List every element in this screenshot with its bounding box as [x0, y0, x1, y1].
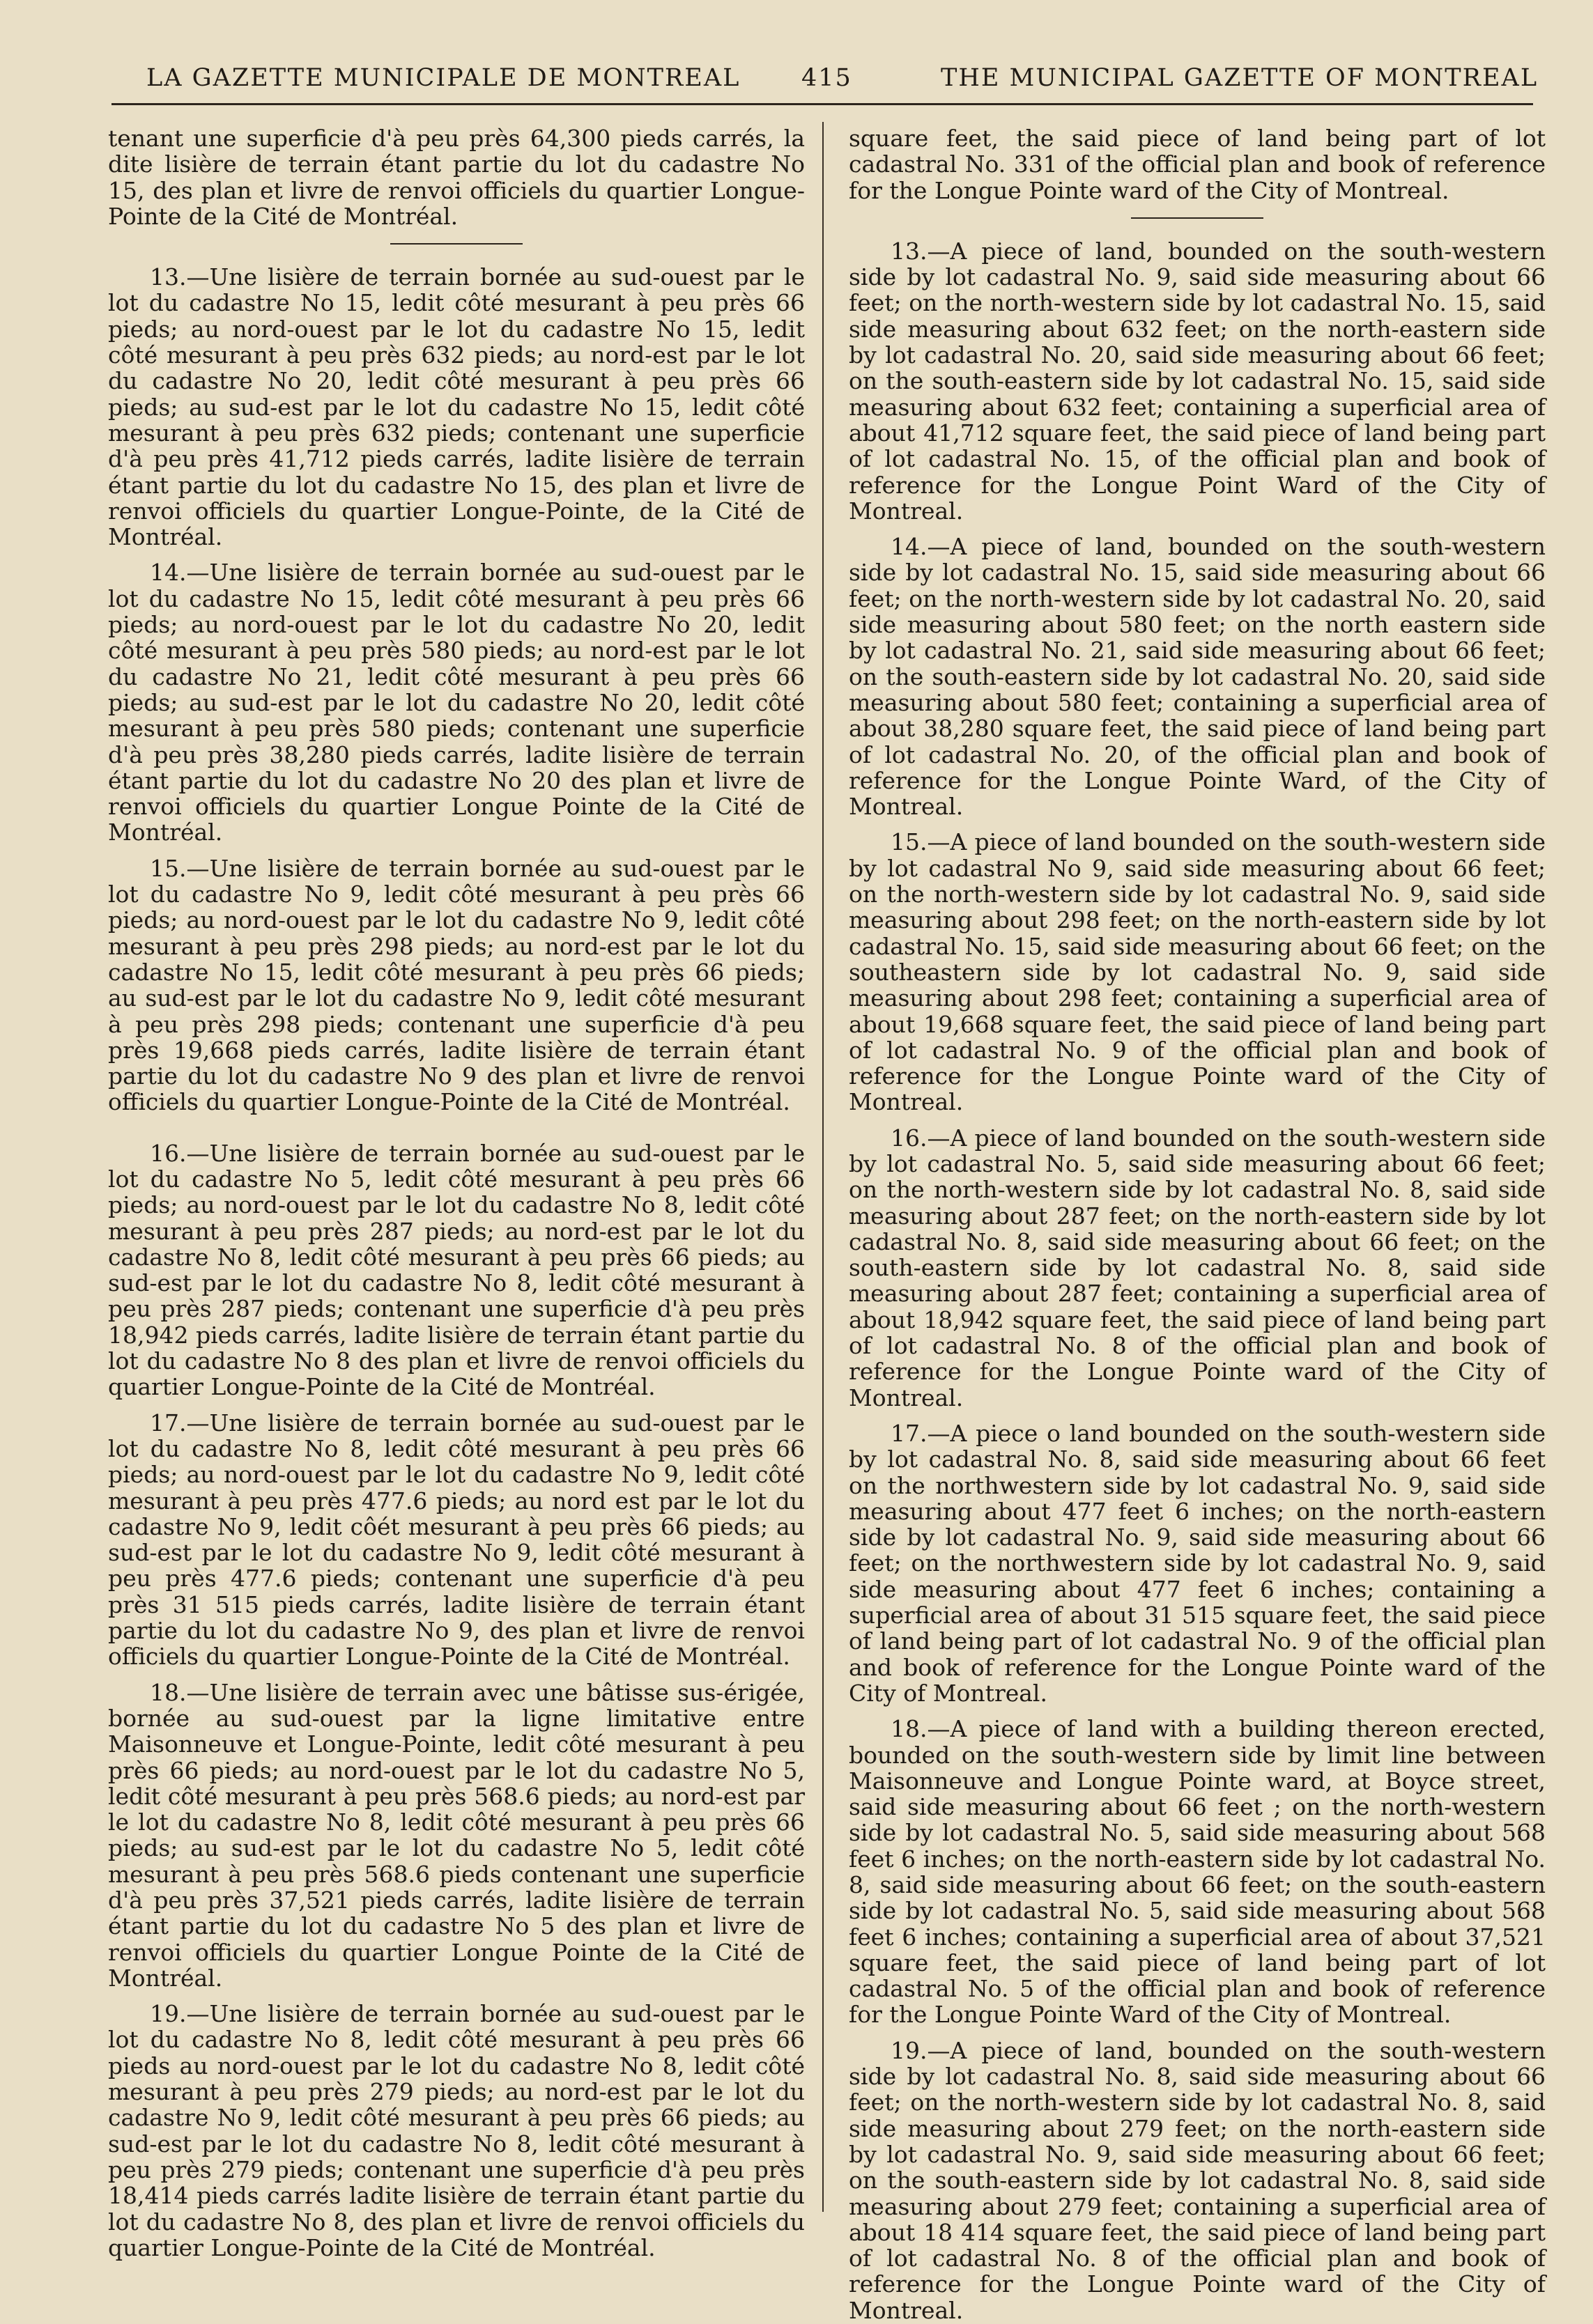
column-divider [822, 122, 824, 2212]
english-item-13: 13.—A piece of land, bounded on the south-western side by lot cadastral No. 9, said side measuring about 66 feet; on the north-western side by lot cadastral No. 15, said side measuring about 632 feet; on the north-eastern side by lot cadastral No. 20, said side measuring about 66 feet; on the south-eastern side by lot cadastral No. 15, said side measuring about 632 feet; containing a superficial area of about 41,712 square feet, the said piece of land being part of lot cadastral No. 15, of the official plan and book of reference for the Longue Point Ward of the City of Montreal. [849, 237, 1546, 525]
english-item-19: 19.—A piece of land, bounded on the south-western side by lot cadastral No. 8, said side measuring about 66 feet; on the north-western side by lot cadastral No. 8, said side measuring about 279 feet; on the north-eastern side by lot cadastral No. 9, said side measuring about 66 feet; on the south-eastern side by lot cadastral No. 8, said side measuring about 279 feet; containing a superficial area of about 18 414 square feet, the said piece of land being part of lot cadastral No. 8 of the official plan and book of reference for the Longue Pointe ward of the City of Montreal. [849, 2036, 1546, 2324]
english-item-16: 16.—A piece of land bounded on the south-western side by lot cadastral No. 5, said side measuring about 66 feet; on the north-western side by lot cadastral No. 8, said side measuring about 287 feet; on the north-eastern side by lot cadastral No. 8, said side measuring about 66 feet; on the south-eastern side by lot cadastral No. 8, said side measuring about 287 feet; containing a superficial area of about 18,942 square feet, the said piece of land being part of lot cadastral No. 8 of the official plan and book of reference for the Longue Pointe ward of the City of Montreal. [849, 1124, 1546, 1411]
section-rule [1131, 217, 1263, 219]
french-intro-paragraph: tenant une superficie d'à peu près 64,300 pieds carrés, la dite lisière de terrain étant partie du lot du cadastre No 15, des plan et livre de renvoi officiels du quartier Longue-Pointe de la Cité de Montréal. [108, 125, 805, 230]
french-item-14: 14.—Une lisière de terrain bornée au sud-ouest par le lot du cadastre No 15, ledit côté mesurant à peu près 66 pieds; au nord-ouest par le lot du cadastre No 20, ledit côté mesurant à peu près 580 pieds; au nord-est par le lot du cadastre No 21, ledit côté mesurant à peu près 66 pieds; au sud-est par le lot du cadastre No 20, ledit côté mesurant à peu près 580 pieds; contenant une superficie d'à peu près 38,280 pieds carrés, ladite lisière de terrain étant partie du lot du cadastre No 20 des plan et livre de renvoi officiels du quartier Longue Pointe de la Cité de Montréal. [108, 559, 805, 846]
header-english-title: THE MUNICIPAL GAZETTE OF MONTREAL [941, 64, 1539, 92]
header-french-title: LA GAZETTE MUNICIPALE DE MONTREAL [146, 64, 741, 92]
page-number: 415 [801, 64, 852, 92]
french-item-19: 19.—Une lisière de terrain bornée au sud-ouest par le lot du cadastre No 8, ledit côté mesurant à peu près 66 pieds au nord-ouest par le lot du cadastre No 8, ledit côté mesurant à peu près 279 pieds; au nord-est par le lot du cadastre No 9, ledit côté mesurant à peu près 66 pieds; au sud-est par le lot du cadastre No 8, ledit côté mesurant à peu près 279 pieds; contenant une superficie d'à peu près 18,414 pieds carrés ladite lisière de terrain étant partie du lot du cadastre No 8, des plan et livre de renvoi officiels du quartier Longue-Pointe de la Cité de Montréal. [108, 2000, 805, 2261]
french-item-16: 16.—Une lisière de terrain bornée au sud-ouest par le lot du cadastre No 5, ledit côté mesurant à peu près 66 pieds; au nord-ouest par le lot du cadastre No 8, ledit côté mesurant à peu près 287 pieds; au nord-est par le lot du cadastre No 8, ledit côté mesurant à peu près 66 pieds; au sud-est par le lot du cadastre No 8, ledit côté mesurant à peu près 287 pieds; contenant une superficie d'à peu près 18,942 pieds carrés, ladite lisière de terrain étant partie du lot du cadastre No 8 des plan et livre de renvoi officiels du quartier Longue-Pointe de la Cité de Montréal. [108, 1139, 805, 1401]
french-item-13: 13.—Une lisière de terrain bornée au sud-ouest par le lot du cadastre No 15, ledit côté mesurant à peu près 66 pieds; au nord-ouest par le lot du cadastre No 15, ledit côté mesurant à peu près 632 pieds; au nord-est par le lot du cadastre No 20, ledit côté mesurant à peu près 66 pieds; au sud-est par le lot du cadastre No 15, ledit côté mesurant à peu près 632 pieds; contenant une superficie d'à peu près 41,712 pieds carrés, ladite lisière de terrain étant partie du lot du cadastre No 15, des plan et livre de renvoi officiels du quartier Longue-Pointe, de la Cité de Montréal. [108, 263, 805, 551]
english-column [849, 125, 1546, 2323]
english-intro-paragraph: square feet, the said piece of land being part of lot cadastral No. 331 of the official plan and book of reference for the Longue Pointe ward of the City of Montreal. [849, 125, 1546, 204]
section-rule [390, 243, 523, 245]
french-item-18: 18.—Une lisière de terrain avec une bâtisse sus-érigée, bornée au sud-ouest par la ligne limitative entre Maisonneuve et Longue-Pointe, ledit côté mesurant à peu près 66 pieds; au nord-ouest par le lot du cadastre No 5, ledit côté mesurant à peu près 568.6 pieds; au nord-est par le lot du cadastre No 8, ledit côté mesurant à peu près 66 pieds; au sud-est par le lot du cadastre No 5, ledit côté mesurant à peu près 568.6 pieds contenant une superficie d'à peu près 37,521 pieds carrés, ladite lisière de terrain étant partie du lot du cadastre No 5 des plan et livre de renvoi officiels du quartier Longue Pointe de la Cité de Montréal. [108, 1678, 805, 1992]
french-item-15: 15.—Une lisière de terrain bornée au sud-ouest par le lot du cadastre No 9, ledit côté mesurant à peu près 66 pieds; au nord-ouest par le lot du cadastre No 9, ledit côté mesurant à peu près 298 pieds; au nord-est par le lot du cadastre No 15, ledit côté mesurant à peu près 66 pieds; au sud-est par le lot du cadastre No 9, ledit côté mesurant à peu près 298 pieds; contenant une superficie d'à peu près 19,668 pieds carrés, ladite lisière de terrain étant partie du lot du cadastre No 9 des plan et livre de renvoi officiels du quartier Longue-Pointe de la Cité de Montréal. [108, 854, 805, 1116]
english-item-14: 14.—A piece of land, bounded on the south-western side by lot cadastral No. 15, said side measuring about 66 feet; on the north-western side by lot cadastral No. 20, said side measuring about 580 feet; on the north eastern side by lot cadastral No. 21, said side measuring about 66 feet; on the south-eastern side by lot cadastral No. 20, said side measuring about 580 feet; containing a superficial area of about 38,280 square feet, the said piece of land being part of lot cadastral No. 20, of the official plan and book of reference for the Longue Pointe Ward, of the City of Montreal. [849, 533, 1546, 821]
header-rule [111, 103, 1533, 105]
english-item-17: 17.—A piece o land bounded on the south-western side by lot cadastral No. 8, said side measuring about 66 feet on the northwestern side by lot cadastral No. 9, said side measuring about 477 feet 6 inches; on the north-eastern side by lot cadastral No. 9, said side measuring about 66 feet; on the northwestern side by lot cadastral No. 9, said side measuring about 477 feet 6 inches; containing a superficial area of about 31 515 square feet, the said piece of land being part of lot cadastral No. 9 of the official plan and book of reference for the Longue Pointe ward of the City of Montreal. [849, 1419, 1546, 1707]
french-column [108, 125, 805, 2261]
english-item-15: 15.—A piece of land bounded on the south-western side by lot cadastral No 9, said side measuring about 66 feet; on the north-western side by lot cadastral No. 9, said side measuring about 298 feet; on the north-eastern side by lot cadastral No. 15, said side measuring about 66 feet; on the southeastern side by lot cadastral No. 9, said side measuring about 298 feet; containing a superficial area of about 19,668 square feet, the said piece of land being part of lot cadastral No. 9 of the official plan and book of reference for the Longue Pointe ward of the City of Montreal. [849, 828, 1546, 1116]
english-item-18: 18.—A piece of land with a building thereon erected, bounded on the south-western side by limit line between Maisonneuve and Longue Pointe ward, at Boyce street, said side measuring about 66 feet ; on the north-western side by lot cadastral No. 5, said side measuring about 568 feet 6 inches; on the north-eastern side by lot cadastral No. 8, said side measuring about 66 feet; on the south-eastern side by lot cadastral No. 5, said side measuring about 568 feet 6 inches; containing a superficial area of about 37,521 square feet, the said piece of land being part of lot cadastral No. 5 of the official plan and book of reference for the Longue Pointe Ward of the City of Montreal. [849, 1715, 1546, 2029]
french-item-17: 17.—Une lisière de terrain bornée au sud-ouest par le lot du cadastre No 8, ledit côté mesurant à peu près 66 pieds; au nord-ouest par le lot du cadastre No 9, ledit côté mesurant à peu près 477.6 pieds; au nord est par le lot du cadastre No 9, ledit côét mesurant à peu près 66 pieds; au sud-est par le lot du cadastre No 9, ledit côté mesurant à peu près 477.6 pieds; contenant une superficie d'à peu près 31 515 pieds carrés, ladite lisière de terrain étant partie du lot du cadastre No 9, des plan et livre de renvoi officiels du quartier Longue-Pointe de la Cité de Montréal. [108, 1409, 805, 1671]
